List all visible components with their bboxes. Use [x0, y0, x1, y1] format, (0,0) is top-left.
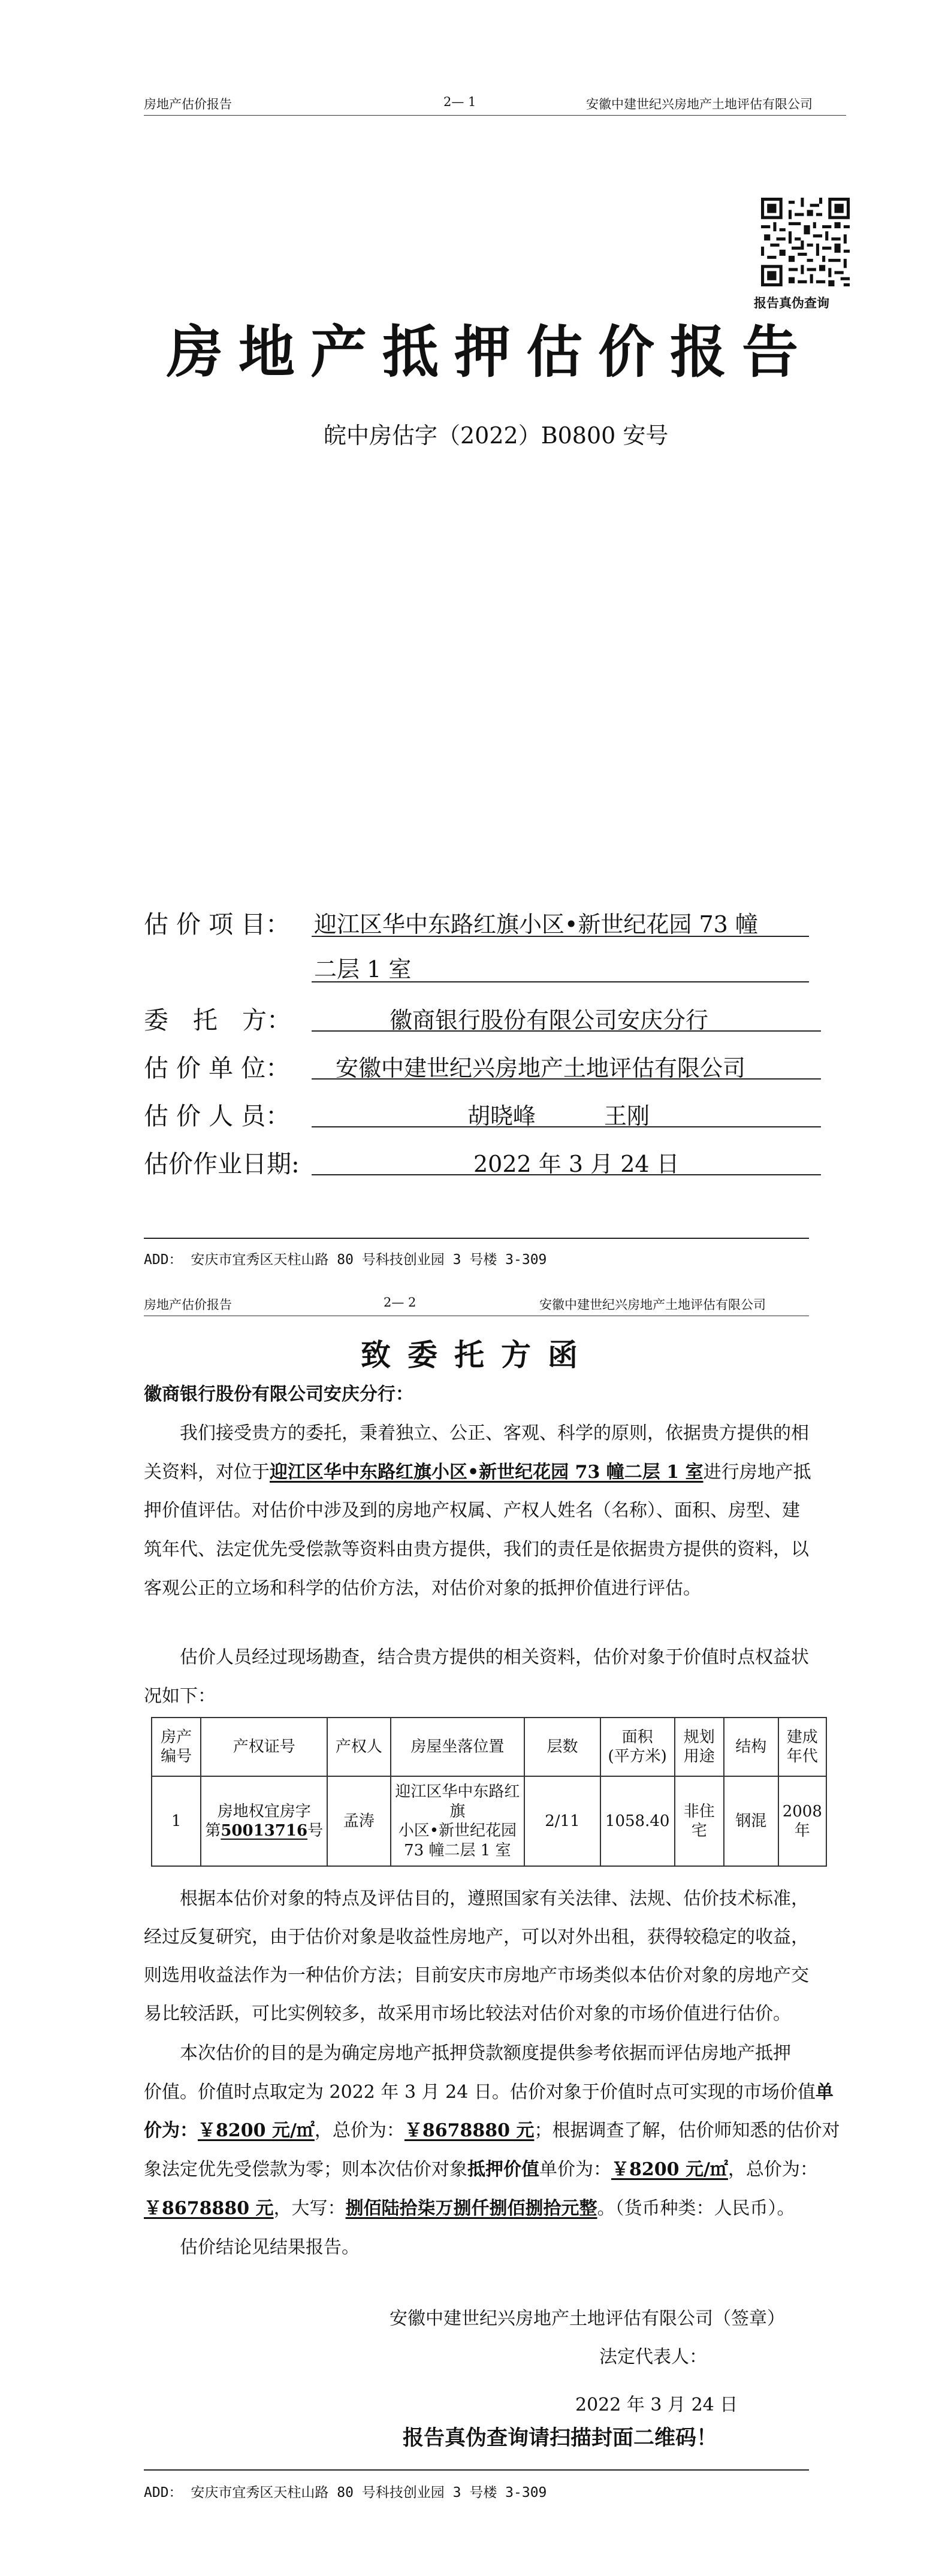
field-underline [312, 1174, 821, 1175]
field-underline [312, 981, 809, 982]
field-label-client: 委 托 方： [144, 1006, 291, 1035]
th-floors: 层数 [524, 1718, 600, 1776]
qr-code-icon[interactable] [761, 198, 850, 286]
location-line3: 73 幢二层 1 室 [404, 1841, 511, 1860]
para4-line5 [144, 2200, 795, 2218]
para1-line2-post: 进行房地产抵 [703, 1462, 811, 1483]
para1-line5: 客观公正的立场和科学的估价方法，对估价对象的抵押价值进行评估。 [144, 1578, 701, 1599]
capital-amount-label: ，大写： [273, 2198, 346, 2219]
page1-header-right: 安徽中建世纪兴房地产土地评估有限公司 [586, 97, 813, 111]
th-structure: 结构 [724, 1718, 778, 1776]
qr-caption: 报告真伪查询 [754, 295, 829, 310]
th-use: 规划 用途 [675, 1718, 724, 1776]
th-year: 建成 年代 [778, 1718, 826, 1776]
field-value-project-line2: 二层 1 室 [314, 956, 412, 982]
mortgage-total-price: ￥8678880 元 [144, 2198, 274, 2219]
property-address: 迎江区华中东路红旗小区•新世纪花园 73 幢二层 1 室 [270, 1462, 704, 1483]
para1-line2 [144, 1464, 811, 1481]
verification-notice: 报告真伪查询请扫描封面二维码！ [403, 2426, 718, 2450]
para4-line3-post: ；根据调查了解，估价师知悉的估价对 [534, 2120, 840, 2141]
td-area: 1058.40 [600, 1776, 675, 1866]
location-line2: 小区•新世纪花园 [398, 1822, 517, 1840]
td-floors: 2/11 [524, 1776, 600, 1866]
field-underline [312, 936, 809, 937]
para2-line2: 况如下： [144, 1686, 216, 1707]
para1-line4: 筑年代、法定优先受偿款等资料由贵方提供，我们的责任是依据贵方提供的资料，以 [144, 1539, 809, 1560]
year-line1: 2008 [782, 1802, 822, 1821]
td-no: 1 [152, 1776, 201, 1866]
para4-line3 [144, 2122, 840, 2140]
page1-footer-address: ADD： 安庆市宜秀区天柱山路 80 号科技创业园 3 号楼 3-309 [144, 1252, 547, 1268]
field-underline [312, 1078, 821, 1080]
table-row [152, 1776, 826, 1866]
mortgage-unit-label: 单价为： [539, 2159, 611, 2180]
para4-line1: 本次估价的目的是为确定房地产抵押贷款额度提供参考依据而评估房地产抵押 [180, 2043, 791, 2064]
para1-line3: 押价值评估。对估价中涉及到的房地产权属、产权人姓名（名称）、面积、房型、建 [144, 1500, 800, 1521]
field-value-appraiser-org: 安徽中建世纪兴房地产土地评估有限公司 [336, 1055, 746, 1081]
para1-line1: 我们接受贵方的委托，秉着独立、公正、客观、科学的原则，依据贵方提供的相 [180, 1423, 809, 1444]
letter-title: 致委托方函 [361, 1337, 594, 1372]
para2-line1: 估价人员经过现场勘查，结合贵方提供的相关资料，估价对象于价值时点权益状 [180, 1647, 809, 1668]
page1-footer-rule [144, 1238, 809, 1239]
para3-line2: 经过反复研究，由于估价对象是收益性房地产，可以对外出租，获得较稳定的收益， [144, 1927, 809, 1948]
capital-amount: 捌佰陆拾柒万捌仟捌佰捌拾元整 [345, 2198, 597, 2219]
year-line2: 年 [794, 1822, 810, 1840]
td-cert [201, 1776, 327, 1866]
field-value-date: 2022 年 3 月 24 日 [473, 1151, 680, 1177]
mortgage-total-label: ，总价为： [727, 2159, 818, 2180]
property-table [151, 1717, 827, 1867]
cert-number: 50013716 [221, 1822, 308, 1840]
cert-suffix: 号 [307, 1822, 324, 1840]
mortgage-unit-price: ￥8200 元/㎡ [611, 2159, 728, 2180]
page2-footer-rule [144, 2469, 809, 2471]
total-price-label: ，总价为： [314, 2120, 404, 2141]
para4-line2 [144, 2084, 834, 2102]
page2-header-page: 2— 2 [384, 1295, 416, 1310]
field-value-client: 徽商银行股份有限公司安庆分行 [390, 1007, 709, 1033]
th-area: 面积 (平方米) [600, 1718, 675, 1776]
report-number: 皖中房估字（2022）B0800 安号 [324, 422, 669, 449]
page2-footer-address: ADD： 安庆市宜秀区天柱山路 80 号科技创业园 3 号楼 3-309 [144, 2485, 547, 2501]
th-cert: 产权证号 [201, 1718, 327, 1776]
field-value-appraisers: 胡晓峰 王刚 [467, 1103, 650, 1129]
cert-line1: 房地权宜房字 [217, 1802, 311, 1821]
report-title: 房地产抵押估价报告 [167, 319, 814, 385]
th-owner: 产权人 [327, 1718, 390, 1776]
page2-header-right: 安徽中建世纪兴房地产土地评估有限公司 [539, 1298, 766, 1312]
mortgage-value-label: 抵押价值 [467, 2159, 539, 2180]
cert-prefix: 第 [205, 1822, 221, 1840]
page2-header-left: 房地产估价报告 [144, 1298, 232, 1312]
td-use: 非住宅 [675, 1776, 724, 1866]
para4-line4 [144, 2161, 818, 2179]
para3-line1: 根据本估价对象的特点及评估目的，遵照国家有关法律、法规、估价技术标准， [180, 1888, 809, 1909]
para1-line2-pre: 关资料，对位于 [144, 1462, 270, 1483]
td-owner: 孟涛 [327, 1776, 390, 1866]
field-label-date: 估价作业日期: [144, 1150, 300, 1178]
para5: 估价结论见结果报告。 [180, 2237, 360, 2258]
td-structure: 钢混 [724, 1776, 778, 1866]
para3-line4: 易比较活跃，可比实例较多，故采用市场比较法对估价对象的市场价值进行估价。 [144, 2003, 791, 2024]
td-location [391, 1776, 525, 1866]
td-year [778, 1776, 826, 1866]
unit-price-label: 价为： [144, 2120, 198, 2141]
para4-line2-pre: 价值。价值时点取定为 2022 年 3 月 24 日。估价对象于价值时点可实现的市场价值 [144, 2082, 816, 2103]
letter-addressee: 徽商银行股份有限公司安庆分行： [144, 1384, 413, 1405]
market-total-price: ￥8678880 元 [404, 2120, 535, 2141]
para4-line4-pre: 象法定优先受偿款为零；则本次估价对象 [144, 2159, 467, 2180]
field-label-project: 估 价 项 目： [144, 910, 291, 939]
page1-header-page: 2— 1 [443, 95, 476, 109]
signature-company: 安徽中建世纪兴房地产土地评估有限公司（签章） [390, 2308, 785, 2329]
page1-header-left: 房地产估价报告 [144, 97, 232, 111]
cert-line2 [204, 1821, 324, 1841]
field-label-appraisers: 估 价 人 员： [144, 1102, 291, 1130]
page1-header-rule [144, 115, 846, 116]
para3-line3: 则选用收益法作为一种估价方法；目前安庆市房地产市场类似本估价对象的房地产交 [144, 1965, 809, 1986]
th-no: 房产 编号 [152, 1718, 201, 1776]
location-line1: 迎江区华中东路红旗 [395, 1783, 520, 1821]
field-underline [312, 1030, 821, 1032]
market-unit-price: ￥8200 元/㎡ [198, 2120, 315, 2141]
signature-rep: 法定代表人： [599, 2347, 707, 2368]
currency-note: 。（货币种类：人民币）。 [597, 2198, 795, 2219]
th-location: 房屋坐落位置 [391, 1718, 525, 1776]
field-value-project: 迎江区华中东路红旗小区•新世纪花园 73 幢 [314, 911, 758, 938]
table-header-row [152, 1718, 826, 1776]
para4-line2-bold: 单 [815, 2082, 834, 2103]
signature-date: 2022 年 3 月 24 日 [575, 2394, 738, 2415]
field-label-appraiser-org: 估 价 单 位： [144, 1054, 291, 1083]
field-underline [312, 1126, 821, 1127]
